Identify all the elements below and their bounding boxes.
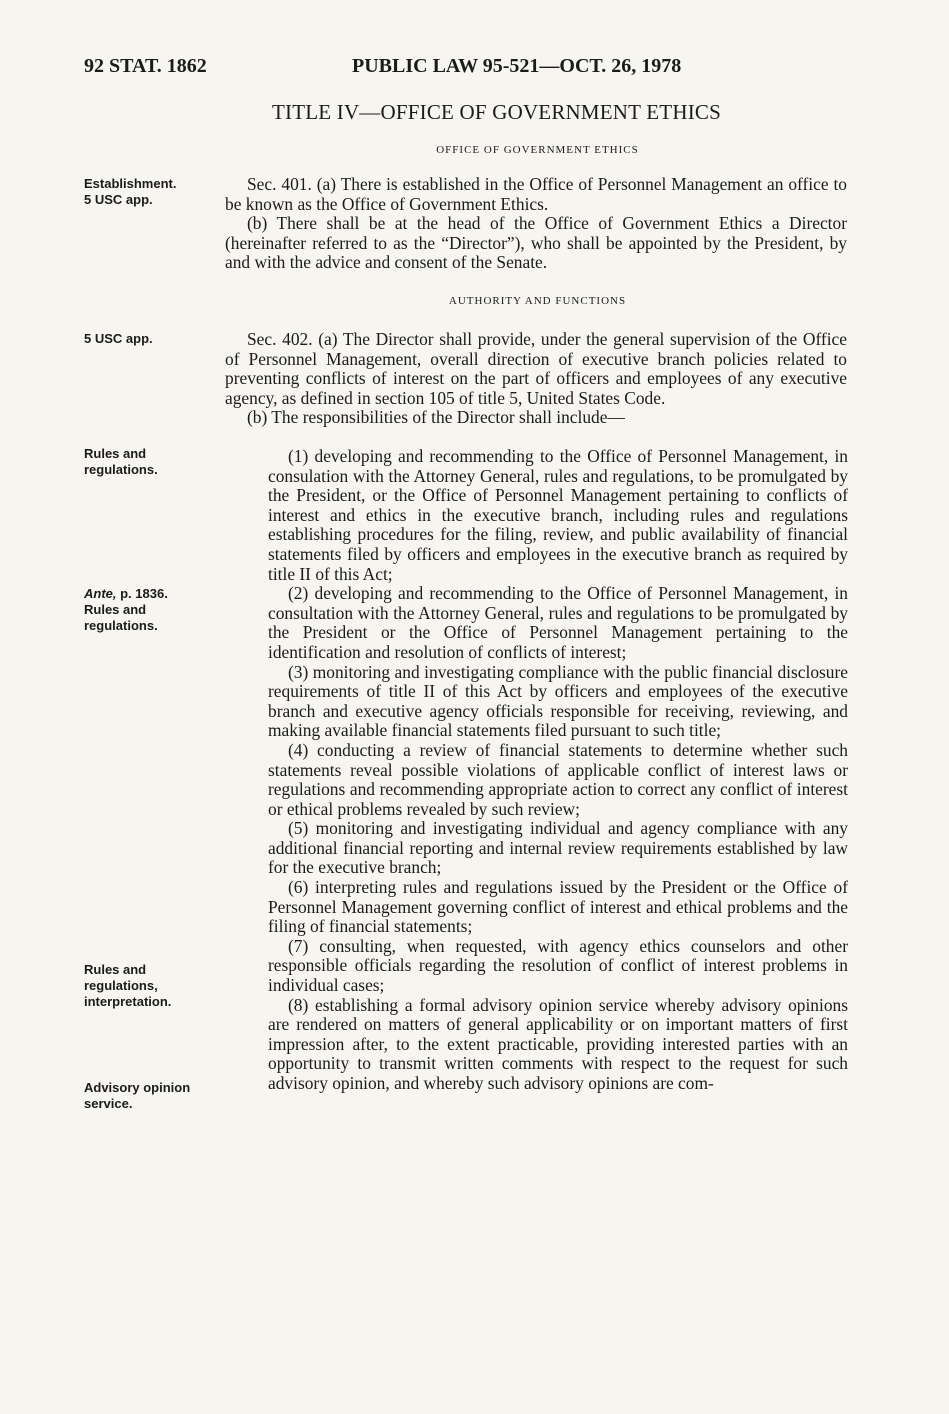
margin-note-advisory: [84, 1080, 190, 1112]
section-401-a: Sec. 401. (a) There is established in the Office of Personnel Management an office to be known as the Office of Government Ethics.: [225, 174, 847, 214]
responsibility-item: (8) establishing a formal advisory opinion service whereby advisory opinions are rendered on matters of general applicability or on important matters of first impression after, to the extent practicable, providing interested parties with an opportunity to transmit written comments with respect to the request for such advisory opinion, and whereby such advisory opinions are com-: [268, 994, 848, 1093]
margin-note-line: regulations.: [84, 462, 158, 477]
margin-note-ante: [84, 586, 168, 634]
responsibility-item: (1) developing and recommending to the Office of Personnel Management, in consulation with the Attorney General, rules and regulations, to be promulgated by the President, or the Office of Personnel Management pertaining to conflicts of interest and ethics in the executive branch, including rules and regulations establishing procedures for the filing, review, and public availability of financial statements filed by officers and employees in the executive branch as required by title II of this Act;: [268, 446, 848, 584]
margin-note-usc: [84, 331, 153, 347]
margin-note-interpretation: [84, 962, 171, 1010]
section-caption-office: OFFICE OF GOVERNMENT ETHICS: [436, 144, 639, 156]
responsibilities-list: [268, 447, 848, 1094]
margin-note-line: regulations,: [84, 978, 158, 993]
section-402-b-intro: (b) The responsibilities of the Director shall include—: [247, 407, 625, 428]
margin-note-line: service.: [84, 1096, 133, 1111]
margin-note-establishment: [84, 176, 176, 208]
page-statute-number: 92 STAT. 1862: [84, 55, 207, 77]
margin-note-ante-word: Ante,: [84, 586, 117, 601]
section-402-a: Sec. 402. (a) The Director shall provide, under the general supervision of the Office of Personnel Management, overall direction of executive branch policies related to preventing conflicts of interest on the part of officers and employees of any executive agency, as defined in section 105 of title 5, United States Code.: [225, 329, 847, 408]
responsibility-item: (3) monitoring and investigating compliance with the public financial disclosure requirements of title II of this Act by officers and employees of the executive branch and executive agency officials responsible for receiving, reviewing, and making available financial statements filed pursuant to such title;: [268, 661, 848, 741]
section-401: [225, 175, 847, 273]
margin-note-line: Rules and: [84, 446, 147, 461]
margin-note-line: 5 USC app.: [84, 192, 153, 207]
responsibility-item: (2) developing and recommending to the Office of Personnel Management, in consultation with the Attorney General, rules and regulations to be promulgated by the President or the Office of Personnel Management pertaining to the identification and resolution of conflicts of interest;: [268, 583, 848, 662]
responsibility-item: (5) monitoring and investigating individual and agency compliance with any additional financial reporting and internal review requirements established by law for the executive branch;: [268, 818, 848, 878]
responsibility-item: (6) interpreting rules and regulations issued by the President or the Office of Personnel Management governing conflict of interest and ethical problems and the filing of financial statements;: [268, 877, 848, 937]
margin-note-rules: [84, 446, 158, 478]
section-401-b: (b) There shall be at the head of the Office of Government Ethics a Director (hereinafter referred to as the “Director”), who shall be appointed by the President, by and with the advice and consent of the Senate.: [225, 213, 847, 273]
running-header: PUBLIC LAW 95-521—OCT. 26, 1978: [352, 55, 682, 77]
margin-note-line: Rules and: [84, 602, 147, 617]
margin-note-page: p. 1836.: [116, 586, 168, 601]
title-heading: TITLE IV—OFFICE OF GOVERNMENT ETHICS: [272, 100, 721, 124]
margin-note-line: Advisory opinion: [84, 1080, 191, 1095]
responsibility-item: (7) consulting, when requested, with agency ethics counselors and other responsible officials regarding the resolution of conflict of interest problems in individual cases;: [268, 935, 848, 996]
margin-note-line: interpretation.: [84, 994, 172, 1009]
margin-note-line: Rules and: [84, 962, 147, 977]
responsibility-item: (4) conducting a review of financial statements to determine whether such statements reveal possible violations of applicable conflict of interest laws or regulations and recommending appropriate action to correct any conflict of interest or ethical problems revealed by such review;: [268, 739, 848, 819]
margin-note-line: 5 USC app.: [84, 331, 153, 346]
section-caption-authority: AUTHORITY AND FUNCTIONS: [448, 295, 627, 307]
margin-note-line: Establishment.: [84, 176, 177, 191]
margin-note-line: [84, 586, 168, 602]
margin-note-line: regulations.: [84, 618, 158, 633]
section-402: [225, 330, 847, 428]
